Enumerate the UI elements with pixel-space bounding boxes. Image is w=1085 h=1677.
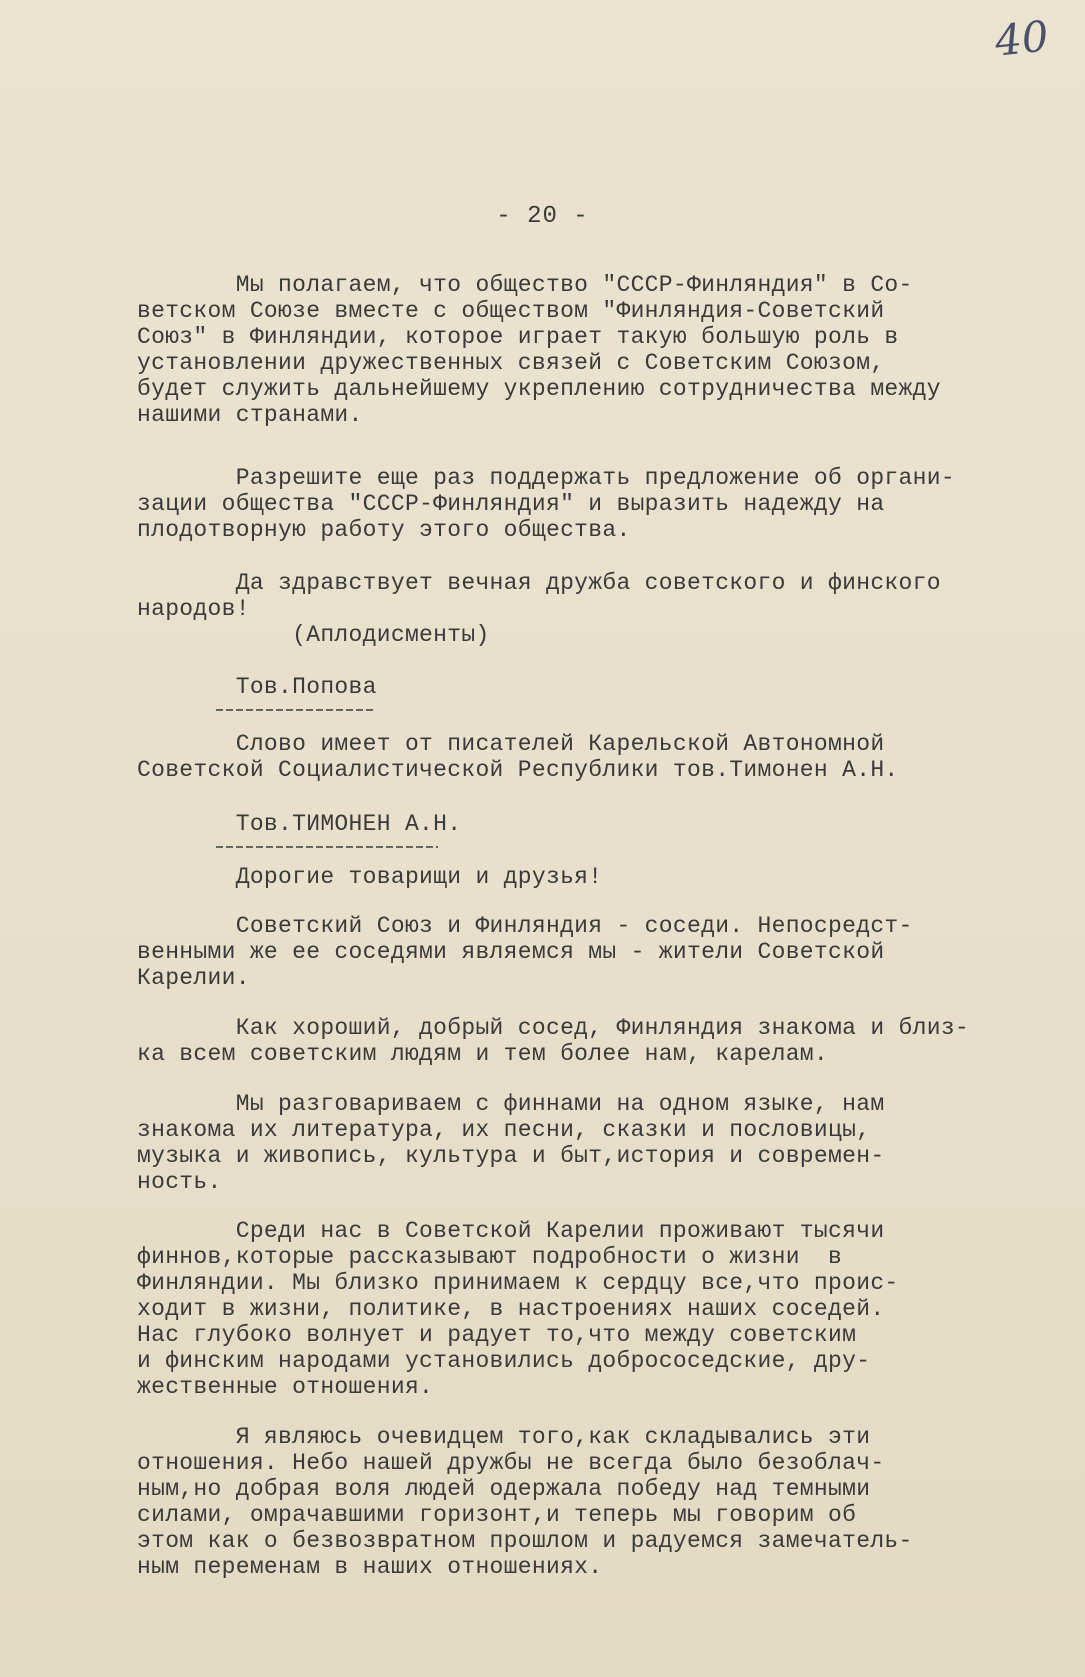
speaker-underline <box>216 844 438 850</box>
text-line: знакома их литература, их песни, сказки и пословицы, <box>137 1117 871 1143</box>
text-line: Как хороший, добрый сосед, Финляндия знакома и близ- <box>137 1015 970 1041</box>
text-line: плодотворную работу этого общества. <box>137 517 631 543</box>
text-line: силами, омрачавшими горизонт,и теперь мы говорим об <box>137 1502 857 1528</box>
text-line: нашими странами. <box>137 402 363 428</box>
text-line: ходит в жизни, политике, в настроениях наших соседей. <box>137 1296 885 1322</box>
text-line: народов! <box>137 596 250 622</box>
text-line: Советский Союз и Финляндия - соседи. Непосредст- <box>137 913 913 939</box>
text-line: будет служить дальнейшему укреплению сотрудничества между <box>137 376 941 402</box>
text-line: зации общества "СССР-Финляндия" и выразить надежду на <box>137 491 885 517</box>
text-line: ность. <box>137 1169 222 1195</box>
text-line: Я являюсь очевидцем того,как складывались эти <box>137 1424 871 1450</box>
handwritten-annotation: 40 <box>992 11 1051 66</box>
text-line: Разрешите еще раз поддержать предложение об органи- <box>137 465 955 491</box>
text-line: жественные отношения. <box>137 1374 434 1400</box>
text-line: Среди нас в Советской Карелии проживают тысячи <box>137 1218 885 1244</box>
text-line: Слово имеет от писателей Карельской Автономной <box>137 731 885 757</box>
applause-note: (Аплодисменты) <box>137 622 490 648</box>
text-line: Дорогие товарищи и друзья! <box>137 864 603 890</box>
text-line: музыка и живопись, культура и быт,история и современ- <box>137 1143 885 1169</box>
text-line: ка всем советским людям и тем более нам, карелам. <box>137 1041 829 1067</box>
text-line: венными же ее соседями являемся мы - жители Советской <box>137 939 885 965</box>
text-line: финнов,которые рассказывают подробности о жизни в <box>137 1244 843 1270</box>
text-line: Мы разговариваем с финнами на одном языке, нам <box>137 1091 885 1117</box>
text-line: установлении дружественных связей с Советским Союзом, <box>137 350 885 376</box>
speaker-name: Тов.ТИМОНЕН А.Н. <box>137 811 462 837</box>
text-line: ным,но добрая воля людей одержала победу над темными <box>137 1476 871 1502</box>
page-number: - 20 - <box>496 203 589 230</box>
text-line: ветском Союзе вместе с обществом "Финляндия-Советский <box>137 298 885 324</box>
text-line: отношения. Небо нашей дружбы не всегда было безоблач- <box>137 1450 885 1476</box>
text-line: Союз" в Финляндии, которое играет такую большую роль в <box>137 324 899 350</box>
text-line: Мы полагаем, что общество "СССР-Финляндия" в Со- <box>137 272 913 298</box>
text-line: Финляндии. Мы близко принимаем к сердцу все,что проис- <box>137 1270 899 1296</box>
text-line: ным переменам в наших отношениях. <box>137 1554 603 1580</box>
speaker-name: Тов.Попова <box>137 674 377 700</box>
text-line: Нас глубоко волнует и радует то,что между советским <box>137 1322 857 1348</box>
text-line: этом как о безвозвратном прошлом и радуемся замечатель- <box>137 1528 913 1554</box>
text-line: Да здравствует вечная дружба советского и финского <box>137 570 941 596</box>
text-line: Карелии. <box>137 965 250 991</box>
text-line: и финским народами установились добрососедские, дру- <box>137 1348 871 1374</box>
text-line: Советской Социалистической Республики тов.Тимонен А.Н. <box>137 757 899 783</box>
speaker-underline <box>216 707 374 713</box>
